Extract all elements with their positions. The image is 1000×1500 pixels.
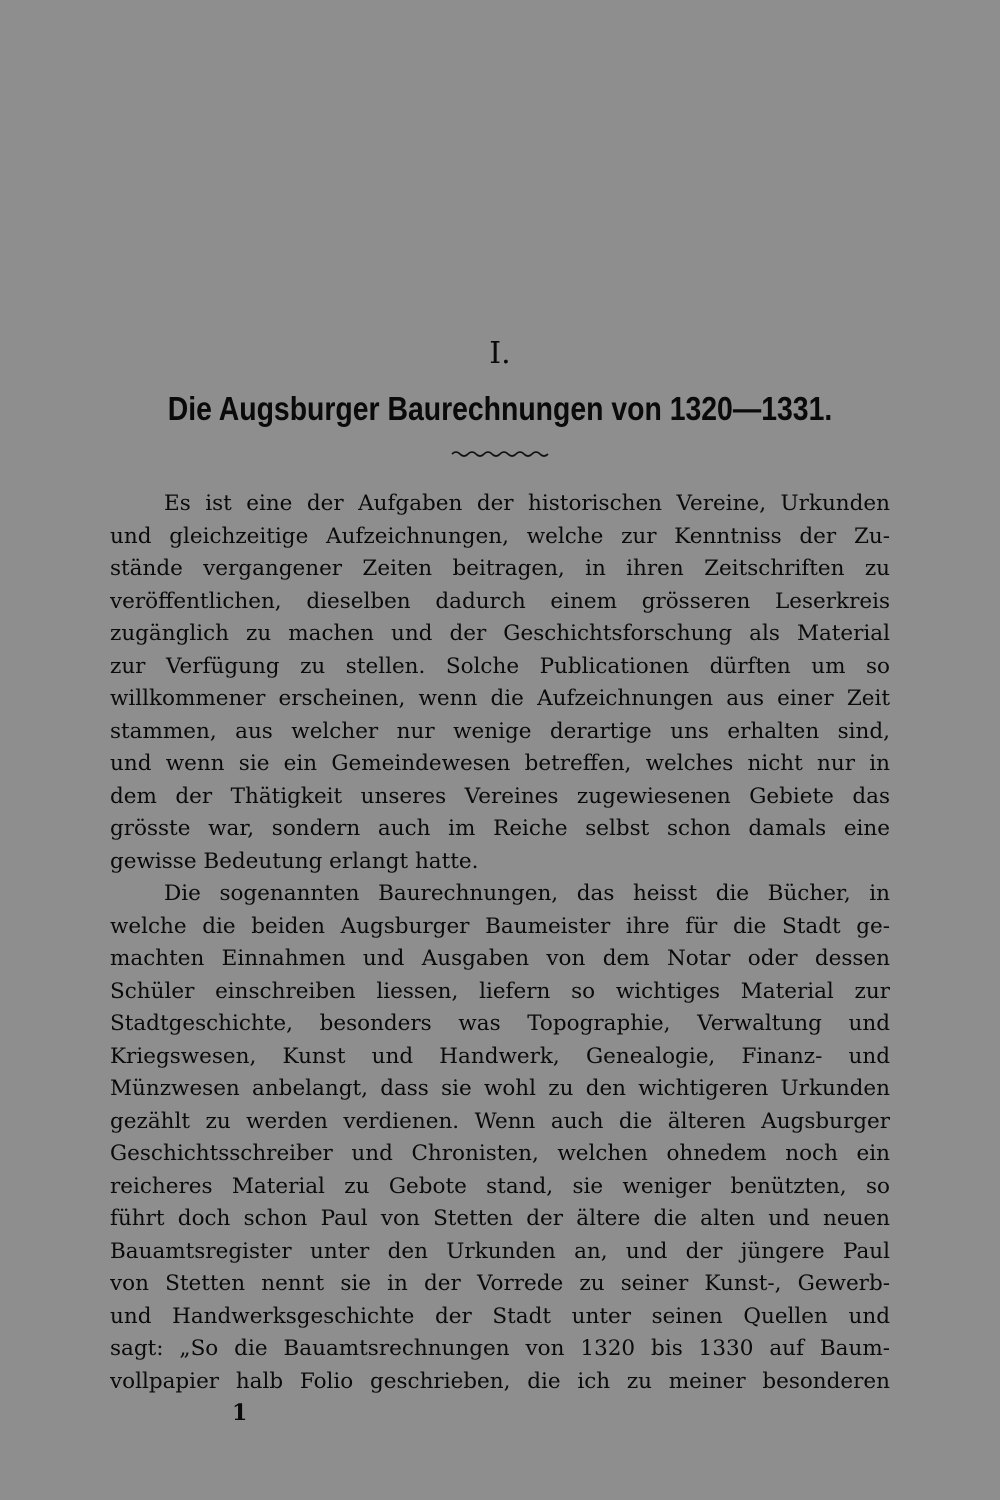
text-line: stammen, aus welcher nur wenige derartige uns erhalten sind,	[110, 718, 890, 744]
text-line: zugänglich zu machen und der Geschichtsforschung als Material	[110, 621, 890, 646]
text-line: und wenn sie ein Gemeindewesen betreffen, welches nicht nur in	[110, 751, 890, 776]
text-line: zur Verfügung zu stellen. Solche Publicationen dürften um so	[110, 653, 890, 679]
text-line: grösste war, sondern auch im Reiche selbst schon damals eine	[110, 816, 890, 841]
body-text	[110, 488, 890, 1398]
text-line: Geschichtsschreiber und Chronisten, welchen ohnedem noch ein	[110, 1141, 890, 1166]
text-line: Schüler einschreiben liessen, liefern so wichtiges Material zur	[110, 978, 890, 1004]
paragraph-1	[110, 488, 890, 878]
text-line: veröffentlichen, dieselben dadurch einem grösseren Leserkreis	[110, 588, 890, 614]
chapter-number: I.	[489, 336, 511, 371]
text-line: welche die beiden Augsburger Baumeister ihre für die Stadt ge-	[110, 913, 890, 939]
text-line: gezählt zu werden verdienen. Wenn auch die älteren Augsburger	[110, 1108, 890, 1134]
text-line: dem der Thätigkeit unseres Vereines zugewiesenen Gebiete das	[110, 783, 890, 809]
wavy-rule-ornament	[450, 447, 552, 461]
text-line: vollpapier halb Folio geschrieben, die ich zu meiner besonderen	[110, 1368, 890, 1394]
paragraph-2	[110, 878, 890, 1398]
text-line: willkommener erscheinen, wenn die Aufzeichnungen aus einer Zeit	[110, 686, 890, 711]
text-line: Münzwesen anbelangt, dass sie wohl zu den wichtigeren Urkunden	[110, 1076, 890, 1101]
text-line: stände vergangener Zeiten beitragen, in ihren Zeitschriften zu	[110, 556, 890, 581]
text-line: Bauamtsregister unter den Urkunden an, und der jüngere Paul	[110, 1238, 890, 1264]
text-line: Kriegswesen, Kunst und Handwerk, Genealogie, Finanz- und	[110, 1043, 890, 1069]
text-line: machten Einnahmen und Ausgaben von dem Notar oder dessen	[110, 946, 890, 971]
text-line: gewisse Bedeutung erlangt hatte.	[110, 848, 479, 874]
text-line: Stadtgeschichte, besonders was Topographie, Verwaltung und	[110, 1011, 890, 1036]
text-line: sagt: „So die Bauamtsrechnungen von 1320 bis 1330 auf Baum-	[110, 1336, 890, 1361]
text-line: und Handwerksgeschichte der Stadt unter seinen Quellen und	[110, 1303, 890, 1329]
text-line: Die sogenannten Baurechnungen, das heisst die Bücher, in	[164, 881, 890, 906]
chapter-title: Die Augsburger Baurechnungen von 1320—1331.	[167, 390, 833, 427]
page-number: 1	[232, 1400, 248, 1426]
text-line: von Stetten nennt sie in der Vorrede zu seiner Kunst-, Gewerb-	[110, 1271, 890, 1296]
text-line: führt doch schon Paul von Stetten der ältere die alten und neuen	[110, 1206, 890, 1231]
text-line: und gleichzeitige Aufzeichnungen, welche zur Kenntniss der Zu-	[110, 523, 890, 549]
text-line: Es ist eine der Aufgaben der historischen Vereine, Urkunden	[164, 491, 890, 516]
text-line: reicheres Material zu Gebote stand, sie weniger benützten, so	[110, 1173, 890, 1199]
